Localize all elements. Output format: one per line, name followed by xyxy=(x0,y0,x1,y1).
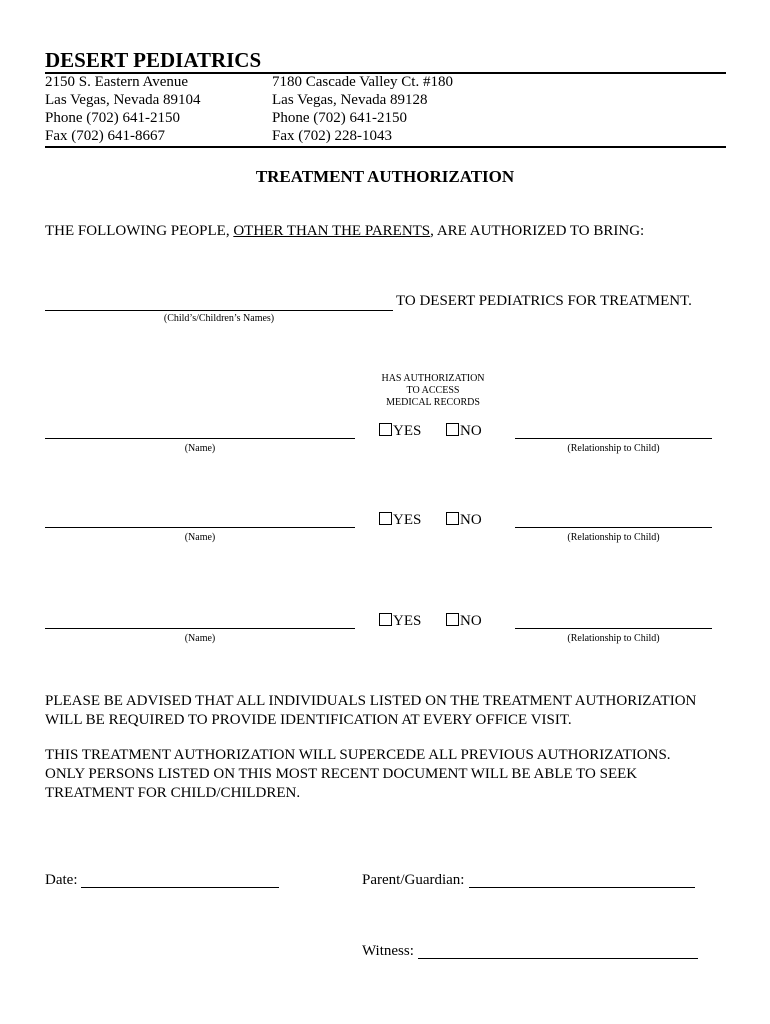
relationship-field[interactable] xyxy=(515,438,712,439)
header-rule-bottom xyxy=(45,146,726,148)
notice-line: WILL BE REQUIRED TO PROVIDE IDENTIFICATION AT EVERY OFFICE VISIT. xyxy=(45,712,572,728)
notice-line: THIS TREATMENT AUTHORIZATION WILL SUPERCEDE ALL PREVIOUS AUTHORIZATIONS. xyxy=(45,747,671,763)
address-fax: Fax (702) 228-1043 xyxy=(272,128,392,144)
identification-notice xyxy=(45,692,696,730)
yes-checkbox[interactable] xyxy=(379,512,392,525)
authorized-name-field[interactable] xyxy=(45,628,355,629)
authorized-name-field[interactable] xyxy=(45,527,355,528)
no-label: NO xyxy=(460,423,482,439)
yes-option[interactable] xyxy=(379,423,421,440)
address-street: 2150 S. Eastern Avenue xyxy=(45,74,189,90)
guardian-signature-field[interactable] xyxy=(469,887,695,888)
yes-checkbox[interactable] xyxy=(379,423,392,436)
no-label: NO xyxy=(460,613,482,629)
relationship-field[interactable] xyxy=(515,527,712,528)
org-name: DESERT PEDIATRICS xyxy=(45,48,262,72)
notice-line: ONLY PERSONS LISTED ON THIS MOST RECENT DOCUMENT WILL BE ABLE TO SEEK xyxy=(45,766,638,782)
records-header-line: MEDICAL RECORDS xyxy=(386,397,480,408)
relationship-caption: (Relationship to Child) xyxy=(567,532,660,543)
witness-signature-field[interactable] xyxy=(418,958,698,959)
address-city: Las Vegas, Nevada 89128 xyxy=(272,92,428,108)
records-header-line: TO ACCESS xyxy=(406,385,460,396)
relationship-caption: (Relationship to Child) xyxy=(567,633,660,644)
intro-text-start: THE FOLLOWING PEOPLE, xyxy=(45,223,234,239)
intro-underlined-text: OTHER THAN THE PARENTS xyxy=(233,223,431,239)
notice-line: TREATMENT FOR CHILD/CHILDREN. xyxy=(45,785,301,801)
address-block-eastern xyxy=(45,73,201,145)
no-option[interactable] xyxy=(446,512,482,529)
address-phone: Phone (702) 641-2150 xyxy=(45,110,180,126)
records-header-line: HAS AUTHORIZATION xyxy=(381,373,485,384)
no-checkbox[interactable] xyxy=(446,613,459,626)
children-suffix-text: TO DESERT PEDIATRICS FOR TREATMENT. xyxy=(396,293,692,309)
supercede-notice xyxy=(45,746,671,803)
yes-option[interactable] xyxy=(379,512,421,529)
date-label: Date: xyxy=(45,872,78,888)
address-city: Las Vegas, Nevada 89104 xyxy=(45,92,201,108)
name-caption: (Name) xyxy=(184,532,216,543)
relationship-caption: (Relationship to Child) xyxy=(567,443,660,454)
intro-text-end: , ARE AUTHORIZED TO BRING: xyxy=(430,223,645,239)
name-caption: (Name) xyxy=(184,443,216,454)
relationship-field[interactable] xyxy=(515,628,712,629)
yes-label: YES xyxy=(393,512,422,528)
no-option[interactable] xyxy=(446,613,482,630)
children-caption: (Child’s/Children’s Names) xyxy=(163,313,275,324)
no-checkbox[interactable] xyxy=(446,512,459,525)
children-names-field[interactable] xyxy=(45,310,393,311)
records-access-header xyxy=(360,373,506,409)
no-checkbox[interactable] xyxy=(446,423,459,436)
name-caption: (Name) xyxy=(184,633,216,644)
intro-statement xyxy=(45,223,644,240)
address-street: 7180 Cascade Valley Ct. #180 xyxy=(272,74,453,90)
address-phone: Phone (702) 641-2150 xyxy=(272,110,407,126)
form-title: TREATMENT AUTHORIZATION xyxy=(255,167,515,186)
witness-label: Witness: xyxy=(362,943,414,959)
address-fax: Fax (702) 641-8667 xyxy=(45,128,165,144)
yes-checkbox[interactable] xyxy=(379,613,392,626)
yes-label: YES xyxy=(393,423,422,439)
no-label: NO xyxy=(460,512,482,528)
no-option[interactable] xyxy=(446,423,482,440)
yes-label: YES xyxy=(393,613,422,629)
notice-line: PLEASE BE ADVISED THAT ALL INDIVIDUALS LISTED ON THE TREATMENT AUTHORIZATION xyxy=(45,693,697,709)
date-field[interactable] xyxy=(81,887,279,888)
authorized-name-field[interactable] xyxy=(45,438,355,439)
guardian-label: Parent/Guardian: xyxy=(362,872,465,888)
yes-option[interactable] xyxy=(379,613,421,630)
address-block-cascade xyxy=(272,73,453,145)
